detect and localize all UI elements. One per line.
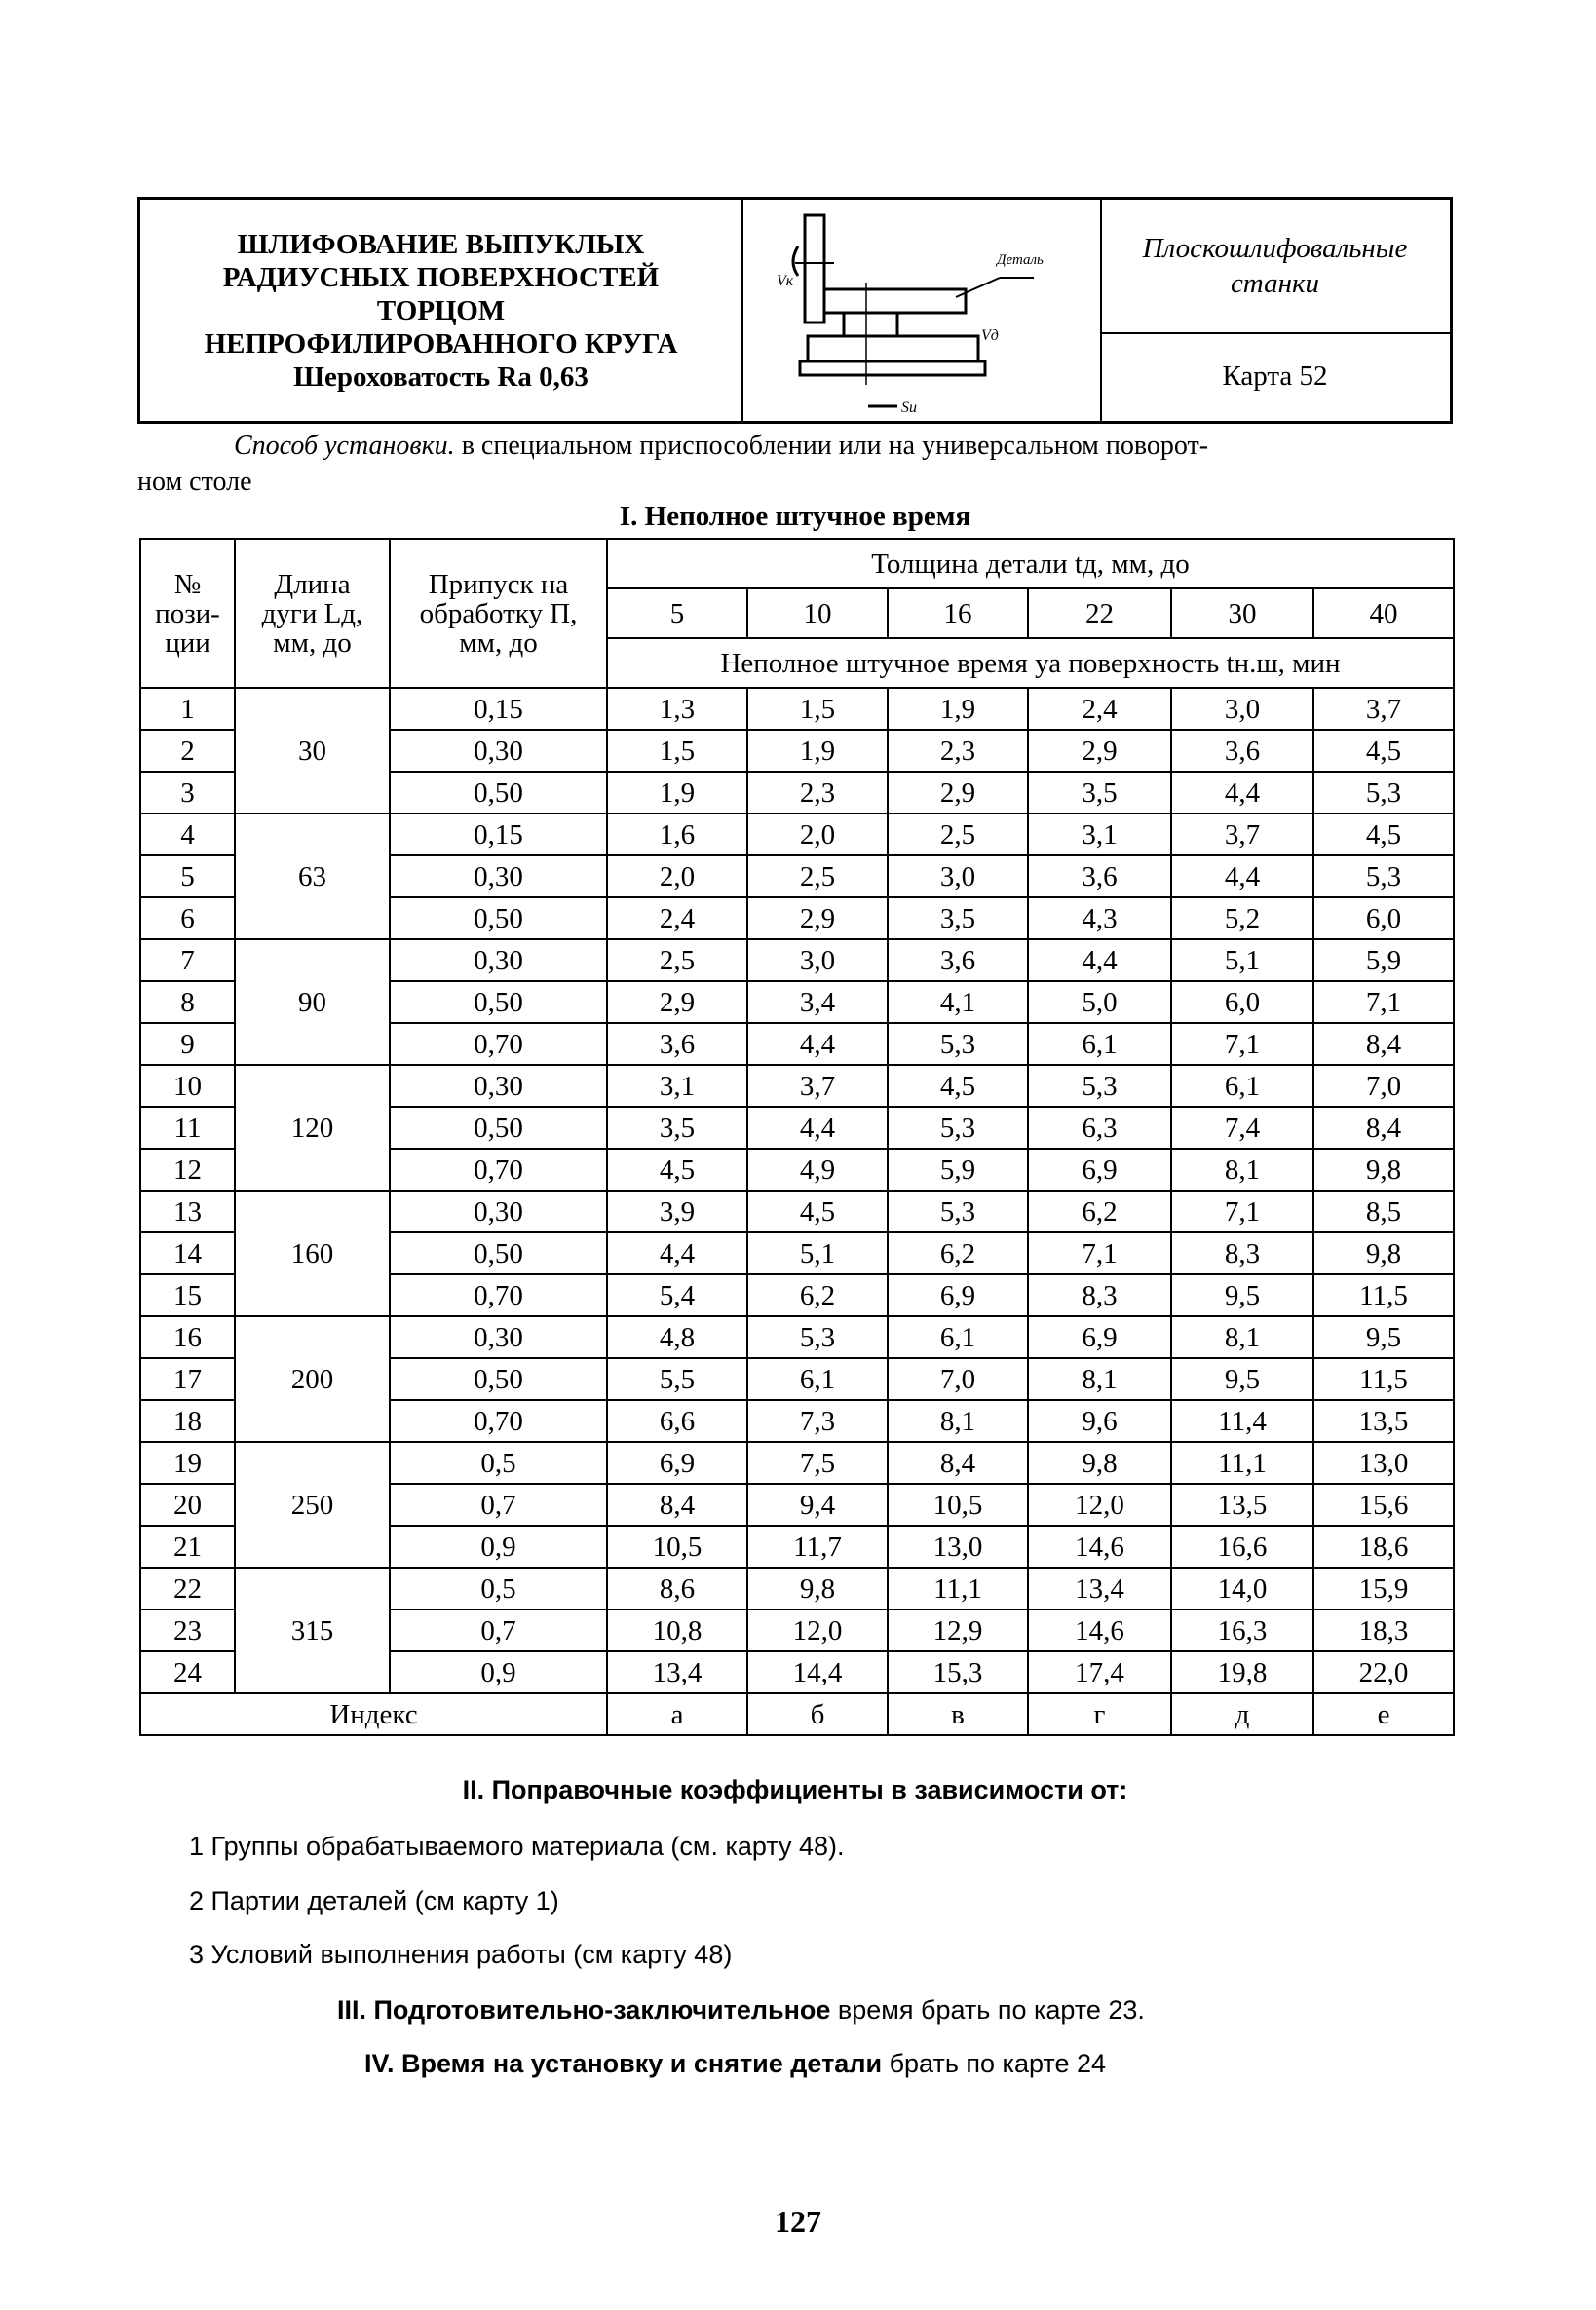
time-value: 7,0: [1313, 1065, 1454, 1107]
time-value: 6,0: [1313, 897, 1454, 939]
time-value: 5,3: [747, 1316, 888, 1358]
time-value: 3,0: [747, 939, 888, 981]
allowance: 0,70: [390, 1400, 607, 1442]
time-value: 6,2: [888, 1232, 1028, 1274]
time-value: 1,3: [607, 688, 747, 730]
position-number: 4: [140, 814, 235, 855]
thickness-value: 30: [1171, 588, 1313, 638]
time-value: 6,1: [747, 1358, 888, 1400]
time-value: 3,9: [607, 1191, 747, 1232]
position-number: 14: [140, 1232, 235, 1274]
time-value: 3,4: [747, 981, 888, 1023]
time-value: 1,9: [607, 772, 747, 814]
time-value: 6,9: [607, 1442, 747, 1484]
time-value: 5,3: [888, 1107, 1028, 1149]
position-number: 7: [140, 939, 235, 981]
setup-label: Способ установки.: [234, 431, 455, 461]
table-row: [140, 814, 1454, 855]
position-number: 11: [140, 1107, 235, 1149]
time-value: 3,0: [1171, 688, 1313, 730]
time-value: 9,8: [747, 1568, 888, 1609]
time-value: 8,4: [888, 1442, 1028, 1484]
time-value: 3,7: [747, 1065, 888, 1107]
position-number: 19: [140, 1442, 235, 1484]
time-value: 8,3: [1171, 1232, 1313, 1274]
time-value: 3,6: [888, 939, 1028, 981]
correction-item: 2 Партии деталей (см карту 1): [189, 1886, 559, 1915]
index-value: г: [1028, 1693, 1171, 1735]
time-value: 4,4: [747, 1023, 888, 1065]
index-value: б: [747, 1693, 888, 1735]
time-value: 8,1: [888, 1400, 1028, 1442]
arc-length: 120: [235, 1065, 390, 1191]
time-value: 5,5: [607, 1358, 747, 1400]
index-value: а: [607, 1693, 747, 1735]
time-value: 12,9: [888, 1609, 1028, 1651]
time-value: 1,9: [747, 730, 888, 772]
time-value: 3,5: [607, 1107, 747, 1149]
index-value: е: [1313, 1693, 1454, 1735]
time-value: 4,4: [607, 1232, 747, 1274]
time-value: 4,4: [1028, 939, 1171, 981]
time-value: 7,5: [747, 1442, 888, 1484]
time-value: 2,3: [888, 730, 1028, 772]
time-value: 7,1: [1171, 1191, 1313, 1232]
position-number: 22: [140, 1568, 235, 1609]
position-number: 10: [140, 1065, 235, 1107]
time-value: 6,9: [1028, 1149, 1171, 1191]
allowance: 0,30: [390, 1191, 607, 1232]
section-3: III. Подготовительно-заключительное время брать по карте 23.: [337, 1995, 1145, 2025]
time-value: 1,5: [607, 730, 747, 772]
allowance: 0,50: [390, 1358, 607, 1400]
position-number: 21: [140, 1526, 235, 1568]
time-value: 19,8: [1171, 1651, 1313, 1693]
time-value: 1,9: [888, 688, 1028, 730]
time-value: 4,5: [1313, 730, 1454, 772]
allowance: 0,5: [390, 1442, 607, 1484]
time-value: 5,3: [888, 1023, 1028, 1065]
position-number: 9: [140, 1023, 235, 1065]
title-line: ШЛИФОВАНИЕ ВЫПУКЛЫХ: [237, 228, 645, 260]
section-1-title: I. Неполное штучное время: [619, 501, 971, 532]
time-value: 4,5: [1313, 814, 1454, 855]
allowance: 0,7: [390, 1484, 607, 1526]
time-value: 2,9: [1028, 730, 1171, 772]
time-value: 4,1: [888, 981, 1028, 1023]
time-value: 3,5: [888, 897, 1028, 939]
time-value: 7,1: [1171, 1023, 1313, 1065]
svg-text:Vк: Vк: [777, 273, 794, 289]
time-value: 8,4: [607, 1484, 747, 1526]
time-value: 12,0: [747, 1609, 888, 1651]
allowance: 0,30: [390, 939, 607, 981]
time-value: 3,7: [1171, 814, 1313, 855]
position-number: 1: [140, 688, 235, 730]
time-value: 13,0: [1313, 1442, 1454, 1484]
position-number: 13: [140, 1191, 235, 1232]
time-value: 4,5: [607, 1149, 747, 1191]
time-value: 15,3: [888, 1651, 1028, 1693]
time-value: 13,5: [1313, 1400, 1454, 1442]
time-value: 16,6: [1171, 1526, 1313, 1568]
arc-length: 160: [235, 1191, 390, 1316]
table-row: [140, 1568, 1454, 1609]
time-value: 4,4: [747, 1107, 888, 1149]
position-number: 20: [140, 1484, 235, 1526]
time-value: 13,5: [1171, 1484, 1313, 1526]
time-value: 2,5: [747, 855, 888, 897]
time-value: 7,1: [1028, 1232, 1171, 1274]
time-value: 8,1: [1171, 1149, 1313, 1191]
time-value: 3,1: [1028, 814, 1171, 855]
time-value: 10,8: [607, 1609, 747, 1651]
time-value: 3,7: [1313, 688, 1454, 730]
thickness-value: 5: [607, 588, 747, 638]
time-value: 5,2: [1171, 897, 1313, 939]
position-number: 17: [140, 1358, 235, 1400]
allowance: 0,30: [390, 1065, 607, 1107]
time-value: 5,3: [1313, 772, 1454, 814]
time-value: 10,5: [607, 1526, 747, 1568]
time-value: 6,6: [607, 1400, 747, 1442]
time-value: 6,2: [1028, 1191, 1171, 1232]
allowance: 0,70: [390, 1023, 607, 1065]
allowance: 0,7: [390, 1609, 607, 1651]
page-number: 127: [775, 2204, 821, 2239]
time-value: 3,1: [607, 1065, 747, 1107]
time-value: 4,3: [1028, 897, 1171, 939]
time-value: 2,9: [747, 897, 888, 939]
time-value: 1,6: [607, 814, 747, 855]
correction-item: 1 Группы обрабатываемого материала (см. карту 48).: [189, 1832, 845, 1861]
card-header: [137, 197, 1453, 424]
time-value: 2,5: [607, 939, 747, 981]
arc-length: 200: [235, 1316, 390, 1442]
machine-type: [1100, 200, 1450, 334]
roughness: Шероховатость Ra 0,63: [293, 360, 589, 393]
time-value: 15,6: [1313, 1484, 1454, 1526]
thickness-header: Толщина детали tд, мм, до: [607, 539, 1454, 588]
setup-text: в специальном приспособлении или на универсальном поворот-: [454, 431, 1209, 461]
allowance: 0,15: [390, 688, 607, 730]
time-value: 2,4: [1028, 688, 1171, 730]
index-label: Индекс: [140, 1693, 607, 1735]
time-value: 3,5: [1028, 772, 1171, 814]
time-value: 8,1: [1171, 1316, 1313, 1358]
table-row: [140, 1442, 1454, 1484]
time-value: 2,4: [607, 897, 747, 939]
table-row: [140, 1065, 1454, 1107]
card-number: Карта 52: [1222, 360, 1328, 392]
time-value: 9,5: [1171, 1358, 1313, 1400]
position-number: 15: [140, 1274, 235, 1316]
time-value: 9,8: [1313, 1149, 1454, 1191]
position-number: 24: [140, 1651, 235, 1693]
time-value: 13,4: [607, 1651, 747, 1693]
position-number: 8: [140, 981, 235, 1023]
index-value: д: [1171, 1693, 1313, 1735]
time-value: 2,3: [747, 772, 888, 814]
time-value: 6,0: [1171, 981, 1313, 1023]
time-value: 8,3: [1028, 1274, 1171, 1316]
time-value: 13,0: [888, 1526, 1028, 1568]
machine-line: Плоскошлифовальные: [1142, 233, 1408, 264]
svg-text:Vд: Vд: [981, 327, 999, 344]
time-value: 5,0: [1028, 981, 1171, 1023]
col-allowance-header: Припуск на обработку П, мм, до: [390, 539, 607, 688]
operation-title: [140, 200, 743, 421]
time-value: 7,4: [1171, 1107, 1313, 1149]
svg-text:Sи: Sи: [901, 399, 917, 416]
position-number: 5: [140, 855, 235, 897]
time-value: 4,4: [1171, 772, 1313, 814]
time-table: [139, 538, 1455, 1736]
time-value: 9,8: [1313, 1232, 1454, 1274]
time-value: 6,1: [1171, 1065, 1313, 1107]
time-value: 4,4: [1171, 855, 1313, 897]
time-value: 4,5: [888, 1065, 1028, 1107]
time-value: 11,7: [747, 1526, 888, 1568]
time-value: 10,5: [888, 1484, 1028, 1526]
time-value: 4,8: [607, 1316, 747, 1358]
thickness-value: 10: [747, 588, 888, 638]
machine-line: станки: [1230, 268, 1320, 299]
title-line: ТОРЦОМ: [376, 294, 506, 326]
time-value: 8,6: [607, 1568, 747, 1609]
time-value: 14,0: [1171, 1568, 1313, 1609]
position-number: 6: [140, 897, 235, 939]
title-line: НЕПРОФИЛИРОВАННОГО КРУГА: [204, 327, 678, 360]
time-value: 2,0: [747, 814, 888, 855]
time-value: 16,3: [1171, 1609, 1313, 1651]
allowance: 0,50: [390, 1232, 607, 1274]
time-value: 5,4: [607, 1274, 747, 1316]
time-value: 4,9: [747, 1149, 888, 1191]
time-value: 6,3: [1028, 1107, 1171, 1149]
svg-text:Деталь: Деталь: [997, 252, 1044, 268]
table-row: [140, 1191, 1454, 1232]
time-value: 1,5: [747, 688, 888, 730]
time-value: 5,9: [1313, 939, 1454, 981]
position-number: 2: [140, 730, 235, 772]
arc-length: 90: [235, 939, 390, 1065]
time-value: 2,9: [888, 772, 1028, 814]
time-value: 11,4: [1171, 1400, 1313, 1442]
time-value: 14,4: [747, 1651, 888, 1693]
time-value: 6,1: [1028, 1023, 1171, 1065]
time-value: 5,1: [747, 1232, 888, 1274]
arc-length: 250: [235, 1442, 390, 1568]
time-value: 9,5: [1313, 1316, 1454, 1358]
time-value: 5,3: [888, 1191, 1028, 1232]
time-value: 22,0: [1313, 1651, 1454, 1693]
time-value: 3,0: [888, 855, 1028, 897]
time-value: 14,6: [1028, 1609, 1171, 1651]
time-value: 13,4: [1028, 1568, 1171, 1609]
time-value: 8,5: [1313, 1191, 1454, 1232]
allowance: 0,70: [390, 1149, 607, 1191]
allowance: 0,15: [390, 814, 607, 855]
time-value: 2,9: [607, 981, 747, 1023]
time-value: 11,5: [1313, 1358, 1454, 1400]
time-value: 17,4: [1028, 1651, 1171, 1693]
section-2-title: II. Поправочные коэффициенты в зависимости от:: [462, 1775, 1128, 1804]
time-value: 6,2: [747, 1274, 888, 1316]
time-value: 11,1: [1171, 1442, 1313, 1484]
section-4: IV. Время на установку и снятие детали брать по карте 24: [364, 2049, 1107, 2078]
col-length-header: Длина дуги Lд, мм, до: [235, 539, 390, 688]
position-number: 16: [140, 1316, 235, 1358]
position-number: 12: [140, 1149, 235, 1191]
position-number: 3: [140, 772, 235, 814]
time-value: 11,5: [1313, 1274, 1454, 1316]
time-value: 7,0: [888, 1358, 1028, 1400]
grinding-diagram: [741, 200, 1102, 421]
allowance: 0,30: [390, 730, 607, 772]
time-value: 15,9: [1313, 1568, 1454, 1609]
table-row: [140, 939, 1454, 981]
position-number: 18: [140, 1400, 235, 1442]
col-position-header: № пози- ции: [140, 539, 235, 688]
setup-method: [234, 429, 1457, 464]
time-value: 18,3: [1313, 1609, 1454, 1651]
arc-length: 315: [235, 1568, 390, 1693]
setup-text-cont: ном столе: [137, 467, 252, 497]
time-value: 11,1: [888, 1568, 1028, 1609]
thickness-value: 16: [888, 588, 1028, 638]
time-value: 8,4: [1313, 1107, 1454, 1149]
time-value: 7,3: [747, 1400, 888, 1442]
time-value: 8,4: [1313, 1023, 1454, 1065]
time-value: 6,9: [1028, 1316, 1171, 1358]
time-value: 2,0: [607, 855, 747, 897]
table-row: [140, 1316, 1454, 1358]
time-value: 3,6: [607, 1023, 747, 1065]
table-row: [140, 688, 1454, 730]
time-value: 7,1: [1313, 981, 1454, 1023]
thickness-value: 40: [1313, 588, 1454, 638]
time-value: 6,1: [888, 1316, 1028, 1358]
time-value: 6,9: [888, 1274, 1028, 1316]
time-value: 3,6: [1171, 730, 1313, 772]
thickness-value: 22: [1028, 588, 1171, 638]
allowance: 0,30: [390, 855, 607, 897]
position-number: 23: [140, 1609, 235, 1651]
allowance: 0,9: [390, 1651, 607, 1693]
index-value: в: [888, 1693, 1028, 1735]
time-value: 5,1: [1171, 939, 1313, 981]
time-value: 5,9: [888, 1149, 1028, 1191]
time-value: 4,5: [747, 1191, 888, 1232]
allowance: 0,30: [390, 1316, 607, 1358]
arc-length: 63: [235, 814, 390, 939]
time-value: 5,3: [1028, 1065, 1171, 1107]
allowance: 0,9: [390, 1526, 607, 1568]
time-value: 12,0: [1028, 1484, 1171, 1526]
title-line: РАДИУСНЫХ ПОВЕРХНОСТЕЙ: [222, 261, 660, 293]
allowance: 0,5: [390, 1568, 607, 1609]
correction-item: 3 Условий выполнения работы (см карту 48): [189, 1940, 733, 1969]
time-value: 5,3: [1313, 855, 1454, 897]
time-value: 18,6: [1313, 1526, 1454, 1568]
time-header: Неполное штучное время уа поверхность tн.ш, мин: [607, 638, 1454, 688]
index-row: [140, 1693, 1454, 1735]
allowance: 0,50: [390, 1107, 607, 1149]
time-value: 9,8: [1028, 1442, 1171, 1484]
time-value: 8,1: [1028, 1358, 1171, 1400]
time-value: 9,6: [1028, 1400, 1171, 1442]
time-value: 2,5: [888, 814, 1028, 855]
allowance: 0,50: [390, 897, 607, 939]
allowance: 0,50: [390, 981, 607, 1023]
time-value: 9,5: [1171, 1274, 1313, 1316]
allowance: 0,50: [390, 772, 607, 814]
time-value: 14,6: [1028, 1526, 1171, 1568]
time-value: 9,4: [747, 1484, 888, 1526]
allowance: 0,70: [390, 1274, 607, 1316]
time-value: 3,6: [1028, 855, 1171, 897]
arc-length: 30: [235, 688, 390, 814]
